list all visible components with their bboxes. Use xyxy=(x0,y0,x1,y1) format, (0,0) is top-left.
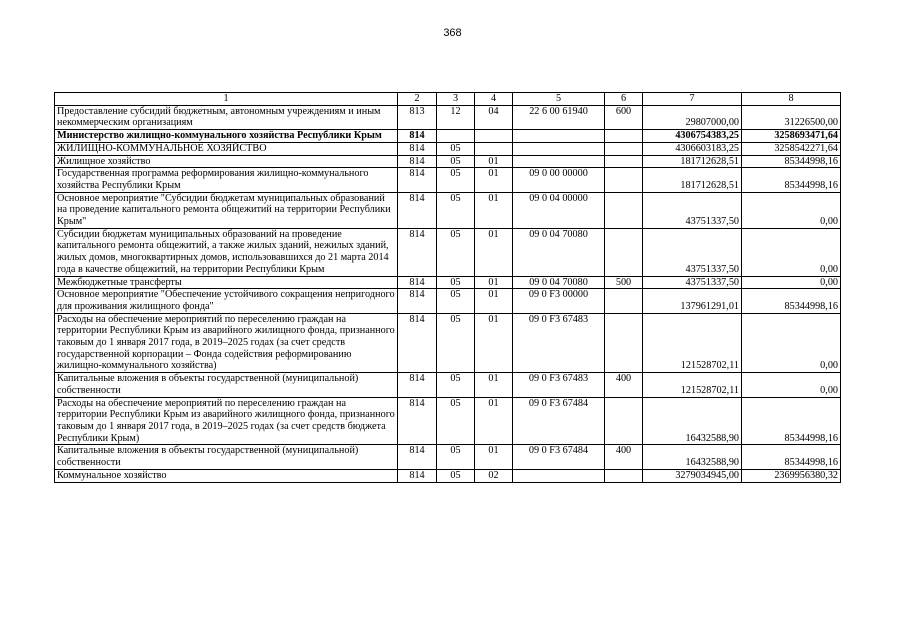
table-row xyxy=(55,130,841,143)
row-amount-2-cell: 31226500,00 xyxy=(742,105,841,129)
row-amount-2-cell: 0,00 xyxy=(742,192,841,228)
row-amount-2-cell: 3258693471,64 xyxy=(742,130,841,143)
row-name-cell: ЖИЛИЩНО-КОММУНАЛЬНОЕ ХОЗЯЙСТВО xyxy=(55,142,398,155)
row-amount-1-cell: 43751337,50 xyxy=(643,192,742,228)
row-section-cell: 05 xyxy=(437,142,475,155)
table-row xyxy=(55,155,841,168)
row-admin-code-cell: 814 xyxy=(398,289,437,313)
row-name-cell: Расходы на обеспечение мероприятий по переселению граждан на территории Республики Крым из аварийного жилищного фонда, признанного таковым до 1 января 2017 года, в 2019–2025 годах (за счет средств государственной корпорации – Фонда содействия реформированию жилищно-коммунального хозяйства) xyxy=(55,313,398,373)
row-subsection-cell: 01 xyxy=(475,276,513,289)
row-section-cell: 05 xyxy=(437,397,475,445)
header-cell: 6 xyxy=(605,93,643,106)
row-target-article-cell: 09 0 F3 67483 xyxy=(513,373,605,397)
row-amount-1-cell: 137961291,01 xyxy=(643,289,742,313)
header-cell: 8 xyxy=(742,93,841,106)
row-name-cell: Предоставление субсидий бюджетным, автономным учреждениям и иным некоммерческим организациям xyxy=(55,105,398,129)
table-row xyxy=(55,105,841,129)
row-amount-1-cell: 43751337,50 xyxy=(643,228,742,276)
row-name-cell: Капитальные вложения в объекты государственной (муниципальной) собственности xyxy=(55,373,398,397)
row-target-article-cell xyxy=(513,142,605,155)
row-admin-code-cell: 814 xyxy=(398,142,437,155)
row-expense-type-cell xyxy=(605,142,643,155)
table-row xyxy=(55,168,841,192)
row-section-cell: 05 xyxy=(437,313,475,373)
row-amount-2-cell: 85344998,16 xyxy=(742,168,841,192)
row-amount-2-cell: 85344998,16 xyxy=(742,155,841,168)
row-target-article-cell xyxy=(513,130,605,143)
row-subsection-cell: 02 xyxy=(475,469,513,482)
row-subsection-cell: 04 xyxy=(475,105,513,129)
row-name-cell: Капитальные вложения в объекты государственной (муниципальной) собственности xyxy=(55,445,398,469)
row-name-cell: Коммунальное хозяйство xyxy=(55,469,398,482)
row-target-article-cell: 09 0 F3 67484 xyxy=(513,397,605,445)
row-section-cell: 05 xyxy=(437,469,475,482)
table-row xyxy=(55,192,841,228)
table-row xyxy=(55,313,841,373)
row-section-cell: 05 xyxy=(437,228,475,276)
row-name-cell: Министерство жилищно-коммунального хозяйства Республики Крым xyxy=(55,130,398,143)
row-section-cell: 05 xyxy=(437,373,475,397)
row-target-article-cell: 09 0 04 70080 xyxy=(513,276,605,289)
table-row xyxy=(55,289,841,313)
table-row xyxy=(55,373,841,397)
header-cell: 5 xyxy=(513,93,605,106)
row-amount-2-cell: 3258542271,64 xyxy=(742,142,841,155)
row-name-cell: Субсидии бюджетам муниципальных образований на проведение капитального ремонта общежитий, а также жилых зданий, нежилых зданий, жилых домов, многоквартирных домов, использовавшихся до 21 марта 2014 года в качестве общежитий, на территории Республики Крым xyxy=(55,228,398,276)
table-header-row xyxy=(55,93,841,106)
row-section-cell xyxy=(437,130,475,143)
table-row xyxy=(55,397,841,445)
row-amount-1-cell: 181712628,51 xyxy=(643,168,742,192)
row-amount-2-cell: 85344998,16 xyxy=(742,445,841,469)
row-amount-2-cell: 0,00 xyxy=(742,276,841,289)
row-subsection-cell: 01 xyxy=(475,313,513,373)
row-amount-1-cell: 16432588,90 xyxy=(643,397,742,445)
row-expense-type-cell xyxy=(605,130,643,143)
header-cell: 3 xyxy=(437,93,475,106)
row-amount-2-cell: 2369956380,32 xyxy=(742,469,841,482)
row-amount-1-cell: 4306754383,25 xyxy=(643,130,742,143)
row-subsection-cell: 01 xyxy=(475,373,513,397)
row-expense-type-cell: 400 xyxy=(605,445,643,469)
row-admin-code-cell: 814 xyxy=(398,313,437,373)
row-amount-2-cell: 85344998,16 xyxy=(742,289,841,313)
row-subsection-cell xyxy=(475,130,513,143)
table-row xyxy=(55,469,841,482)
row-name-cell: Основное мероприятие "Субсидии бюджетам муниципальных образований на проведение капитального ремонта общежитий на территории Республики Крым" xyxy=(55,192,398,228)
row-expense-type-cell xyxy=(605,313,643,373)
row-amount-1-cell: 121528702,11 xyxy=(643,313,742,373)
header-cell: 1 xyxy=(55,93,398,106)
row-admin-code-cell: 814 xyxy=(398,228,437,276)
row-target-article-cell xyxy=(513,469,605,482)
row-expense-type-cell xyxy=(605,228,643,276)
row-admin-code-cell: 814 xyxy=(398,168,437,192)
row-name-cell: Расходы на обеспечение мероприятий по переселению граждан на территории Республики Крым из аварийного жилищного фонда, признанного таковым до 1 января 2017 года, в 2019–2025 годах (за счет средств бюджета Республики Крым) xyxy=(55,397,398,445)
row-name-cell: Межбюджетные трансферты xyxy=(55,276,398,289)
row-amount-1-cell: 3279034945,00 xyxy=(643,469,742,482)
row-name-cell: Государственная программа реформирования жилищно-коммунального хозяйства Республики Крым xyxy=(55,168,398,192)
row-target-article-cell: 09 0 F3 67483 xyxy=(513,313,605,373)
row-amount-1-cell: 43751337,50 xyxy=(643,276,742,289)
row-section-cell: 05 xyxy=(437,168,475,192)
table-row xyxy=(55,228,841,276)
page-number: 368 xyxy=(443,27,462,39)
row-subsection-cell xyxy=(475,142,513,155)
row-section-cell: 05 xyxy=(437,289,475,313)
row-expense-type-cell xyxy=(605,397,643,445)
header-cell: 4 xyxy=(475,93,513,106)
row-expense-type-cell xyxy=(605,469,643,482)
row-section-cell: 05 xyxy=(437,445,475,469)
row-target-article-cell: 09 0 F3 67484 xyxy=(513,445,605,469)
row-subsection-cell: 01 xyxy=(475,155,513,168)
row-admin-code-cell: 813 xyxy=(398,105,437,129)
row-target-article-cell: 09 0 F3 00000 xyxy=(513,289,605,313)
row-expense-type-cell: 400 xyxy=(605,373,643,397)
row-section-cell: 05 xyxy=(437,276,475,289)
budget-table xyxy=(54,92,841,483)
row-admin-code-cell: 814 xyxy=(398,445,437,469)
row-target-article-cell: 22 6 00 61940 xyxy=(513,105,605,129)
table-row xyxy=(55,276,841,289)
row-subsection-cell: 01 xyxy=(475,397,513,445)
row-section-cell: 05 xyxy=(437,192,475,228)
row-section-cell: 12 xyxy=(437,105,475,129)
row-admin-code-cell: 814 xyxy=(398,155,437,168)
row-amount-1-cell: 121528702,11 xyxy=(643,373,742,397)
row-subsection-cell: 01 xyxy=(475,168,513,192)
row-subsection-cell: 01 xyxy=(475,445,513,469)
row-expense-type-cell: 500 xyxy=(605,276,643,289)
row-expense-type-cell xyxy=(605,192,643,228)
row-amount-1-cell: 29807000,00 xyxy=(643,105,742,129)
header-cell: 2 xyxy=(398,93,437,106)
row-expense-type-cell: 600 xyxy=(605,105,643,129)
row-admin-code-cell: 814 xyxy=(398,276,437,289)
row-admin-code-cell: 814 xyxy=(398,397,437,445)
row-admin-code-cell: 814 xyxy=(398,469,437,482)
row-amount-2-cell: 0,00 xyxy=(742,373,841,397)
row-subsection-cell: 01 xyxy=(475,289,513,313)
row-amount-2-cell: 0,00 xyxy=(742,313,841,373)
row-amount-1-cell: 181712628,51 xyxy=(643,155,742,168)
row-target-article-cell: 09 0 04 70080 xyxy=(513,228,605,276)
row-expense-type-cell xyxy=(605,289,643,313)
row-amount-1-cell: 16432588,90 xyxy=(643,445,742,469)
row-target-article-cell: 09 0 00 00000 xyxy=(513,168,605,192)
row-target-article-cell xyxy=(513,155,605,168)
table-row xyxy=(55,142,841,155)
row-amount-2-cell: 0,00 xyxy=(742,228,841,276)
row-name-cell: Основное мероприятие "Обеспечение устойчивого сокращения непригодного для проживания жилищного фонда" xyxy=(55,289,398,313)
row-target-article-cell: 09 0 04 00000 xyxy=(513,192,605,228)
row-admin-code-cell: 814 xyxy=(398,373,437,397)
header-cell: 7 xyxy=(643,93,742,106)
table-row xyxy=(55,445,841,469)
row-subsection-cell: 01 xyxy=(475,192,513,228)
row-expense-type-cell xyxy=(605,168,643,192)
row-section-cell: 05 xyxy=(437,155,475,168)
row-subsection-cell: 01 xyxy=(475,228,513,276)
row-name-cell: Жилищное хозяйство xyxy=(55,155,398,168)
row-amount-1-cell: 4306603183,25 xyxy=(643,142,742,155)
row-expense-type-cell xyxy=(605,155,643,168)
row-amount-2-cell: 85344998,16 xyxy=(742,397,841,445)
row-admin-code-cell: 814 xyxy=(398,192,437,228)
row-admin-code-cell: 814 xyxy=(398,130,437,143)
